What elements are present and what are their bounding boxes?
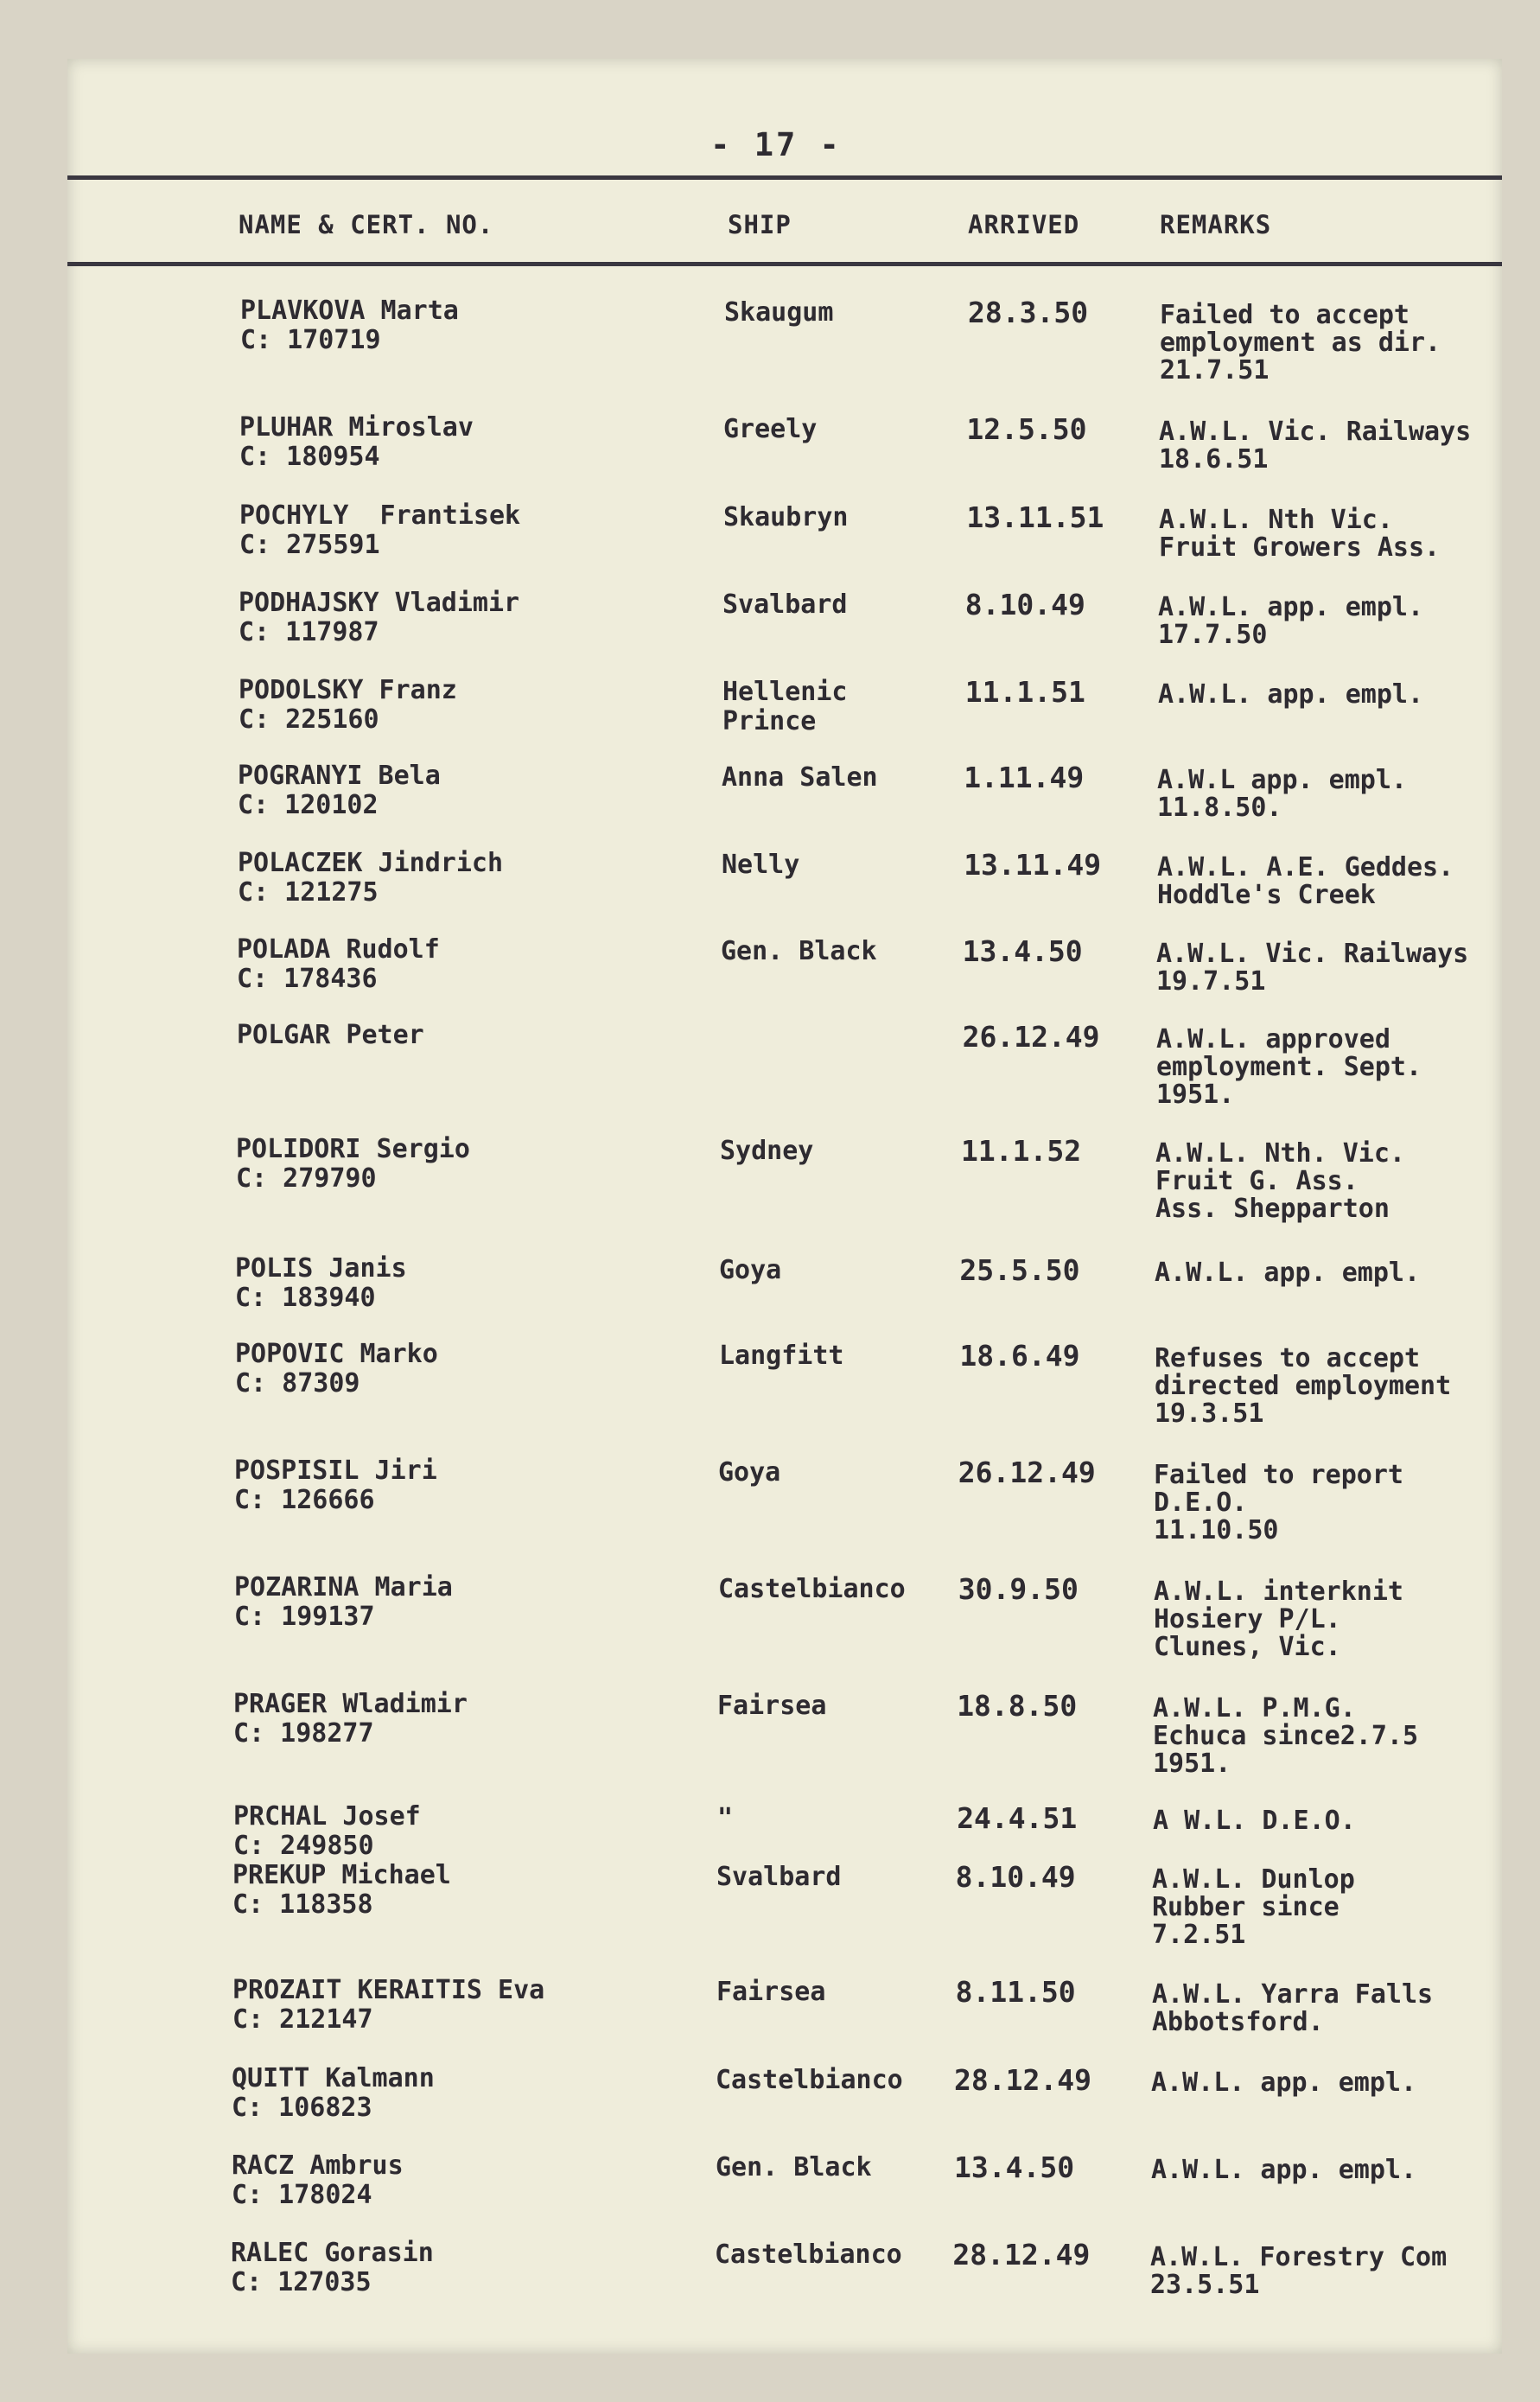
arrival-date: 13.11.51 (966, 500, 1104, 534)
certificate-number: C: 178436 (237, 964, 378, 994)
top-rule (67, 175, 1502, 180)
arrival-date: 26.12.49 (958, 1456, 1096, 1489)
column-header-name: NAME & CERT. NO. (239, 210, 494, 239)
certificate-number: C: 117987 (239, 617, 379, 647)
certificate-number: C: 126666 (234, 1485, 375, 1515)
ship-name: Langfitt (719, 1341, 844, 1371)
ship-name: Castelbianco (716, 2065, 903, 2095)
certificate-number: C: 106823 (232, 2093, 372, 2123)
arrival-date: 11.1.52 (961, 1134, 1082, 1168)
person-name: POLGAR Peter (237, 1020, 424, 1050)
ship-name: Goya (719, 1255, 782, 1285)
person-name: POCHYLY Frantisek (239, 500, 521, 531)
certificate-number: C: 225160 (239, 704, 379, 735)
person-name: RACZ Ambrus (232, 2150, 404, 2181)
remarks-text: A.W.L. interknit Hosiery P/L. Clunes, Vic. (1154, 1578, 1403, 1661)
column-header-ship: SHIP (728, 210, 792, 239)
certificate-number: C: 249850 (233, 1831, 374, 1861)
ship-name: Castelbianco (715, 2240, 902, 2270)
person-name: POLIS Janis (235, 1253, 407, 1284)
ship-name: Greely (723, 414, 818, 444)
person-name: PROZAIT KERAITIS Eva (232, 1975, 545, 2005)
person-name: PRCHAL Josef (233, 1801, 421, 1832)
ship-name: Skaubryn (723, 502, 849, 532)
arrival-date: 28.12.49 (954, 2063, 1091, 2097)
remarks-text: A.W.L. app. empl. (1151, 2157, 1417, 2184)
arrival-date: 11.1.51 (964, 675, 1085, 709)
certificate-number: C: 170719 (240, 325, 381, 355)
header-rule (67, 262, 1502, 266)
ship-name: Fairsea (717, 1691, 827, 1721)
arrival-date: 13.11.49 (964, 848, 1102, 882)
person-name: POGRANYI Bela (238, 761, 441, 791)
person-name: POLIDORI Sergio (236, 1134, 470, 1164)
arrival-date: 8.11.50 (955, 1975, 1076, 2009)
column-header-arrived: ARRIVED (968, 210, 1080, 239)
remarks-text: Refuses to accept directed employment 19.3.51 (1155, 1345, 1452, 1428)
column-header-remarks: REMARKS (1160, 210, 1272, 239)
document-page (67, 59, 1502, 2354)
certificate-number: C: 87309 (235, 1368, 360, 1399)
remarks-text: A.W.L. Vic. Railways 19.7.51 (1156, 940, 1469, 996)
ship-name: Hellenic Prince (722, 677, 848, 736)
arrival-date: 8.10.49 (955, 1860, 1076, 1894)
remarks-text: A.W.L. Nth. Vic. Fruit G. Ass. Ass. Shepparton (1155, 1140, 1405, 1223)
remarks-text: A.W.L. A.E. Geddes. Hoddle's Creek (1157, 854, 1454, 909)
certificate-number: C: 198277 (233, 1718, 374, 1749)
certificate-number: C: 279790 (236, 1163, 377, 1194)
remarks-text: A.W.L. Yarra Falls Abbotsford. (1152, 1981, 1434, 2036)
person-name: RALEC Gorasin (231, 2238, 434, 2268)
person-name: POSPISIL Jiri (234, 1456, 437, 1486)
arrival-date: 28.12.49 (952, 2238, 1091, 2271)
arrival-date: 18.6.49 (959, 1339, 1080, 1373)
remarks-text: A.W.L. P.M.G. Echuca since2.7.5 1951. (1153, 1695, 1419, 1778)
person-name: PLUHAR Miroslav (239, 412, 474, 443)
ship-name: " (717, 1803, 734, 1833)
ship-name: Sydney (720, 1136, 814, 1166)
certificate-number: C: 275591 (239, 530, 380, 560)
page-number: - 17 - (710, 126, 842, 163)
arrival-date: 30.9.50 (958, 1572, 1079, 1606)
certificate-number: C: 180954 (239, 442, 380, 472)
person-name: PRAGER Wladimir (233, 1689, 468, 1719)
ship-name: Goya (718, 1457, 781, 1488)
ship-name: Gen. Black (721, 936, 877, 966)
person-name: PREKUP Michael (232, 1860, 451, 1890)
remarks-text: A.W.L. Nth Vic. Fruit Growers Ass. (1159, 507, 1441, 562)
remarks-text: A.W.L. app. empl. (1151, 2069, 1417, 2097)
remarks-text: A.W.L. app. empl. (1158, 681, 1424, 709)
ship-name: Gen. Black (716, 2152, 872, 2182)
arrival-date: 25.5.50 (959, 1253, 1080, 1287)
remarks-text: A W.L. D.E.O. (1153, 1807, 1356, 1835)
remarks-text: A.W.L app. empl. 11.8.50. (1157, 767, 1407, 822)
remarks-text: Failed to accept employment as dir. 21.7.51 (1160, 302, 1441, 385)
certificate-number: C: 121275 (238, 877, 379, 908)
remarks-text: A.W.L. Vic. Railways 18.6.51 (1159, 418, 1472, 474)
arrival-date: 1.11.49 (964, 761, 1085, 794)
ship-name: Skaugum (724, 297, 834, 328)
arrival-date: 13.4.50 (954, 2150, 1075, 2184)
ship-name: Svalbard (722, 589, 848, 620)
remarks-text: Failed to report D.E.O. 11.10.50 (1154, 1462, 1403, 1545)
arrival-date: 26.12.49 (962, 1020, 1100, 1054)
certificate-number: C: 127035 (231, 2267, 372, 2297)
remarks-text: A.W.L. app. empl. (1155, 1259, 1421, 1287)
remarks-text: A.W.L. Forestry Com 23.5.51 (1150, 2244, 1448, 2299)
certificate-number: C: 212147 (232, 2004, 373, 2035)
certificate-number: C: 183940 (235, 1283, 376, 1313)
arrival-date: 28.3.50 (968, 296, 1089, 329)
person-name: PODHAJSKY Vladimir (239, 588, 520, 618)
person-name: PLAVKOVA Marta (240, 296, 459, 326)
person-name: POLADA Rudolf (237, 934, 440, 965)
ship-name: Nelly (722, 850, 800, 880)
certificate-number: C: 199137 (234, 1602, 375, 1632)
arrival-date: 8.10.49 (964, 588, 1085, 621)
remarks-text: A.W.L. approved employment. Sept. 1951. (1156, 1026, 1422, 1109)
person-name: POLACZEK Jindrich (238, 848, 504, 878)
ship-name: Anna Salen (722, 762, 878, 793)
arrival-date: 13.4.50 (962, 934, 1083, 968)
ship-name: Castelbianco (718, 1574, 906, 1604)
person-name: PODOLSKY Franz (239, 675, 457, 705)
arrival-date: 24.4.51 (957, 1801, 1078, 1835)
certificate-number: C: 120102 (238, 790, 379, 820)
certificate-number: C: 118358 (232, 1889, 373, 1920)
remarks-text: A.W.L. Dunlop Rubber since 7.2.51 (1152, 1866, 1355, 1949)
arrival-date: 12.5.50 (966, 412, 1087, 446)
certificate-number: C: 178024 (232, 2180, 372, 2210)
remarks-text: A.W.L. app. empl. 17.7.50 (1158, 594, 1424, 649)
person-name: POPOVIC Marko (235, 1339, 438, 1369)
ship-name: Svalbard (716, 1862, 842, 1892)
ship-name: Fairsea (716, 1977, 826, 2007)
arrival-date: 18.8.50 (957, 1689, 1078, 1723)
person-name: QUITT Kalmann (232, 2063, 435, 2093)
person-name: POZARINA Maria (234, 1572, 453, 1602)
